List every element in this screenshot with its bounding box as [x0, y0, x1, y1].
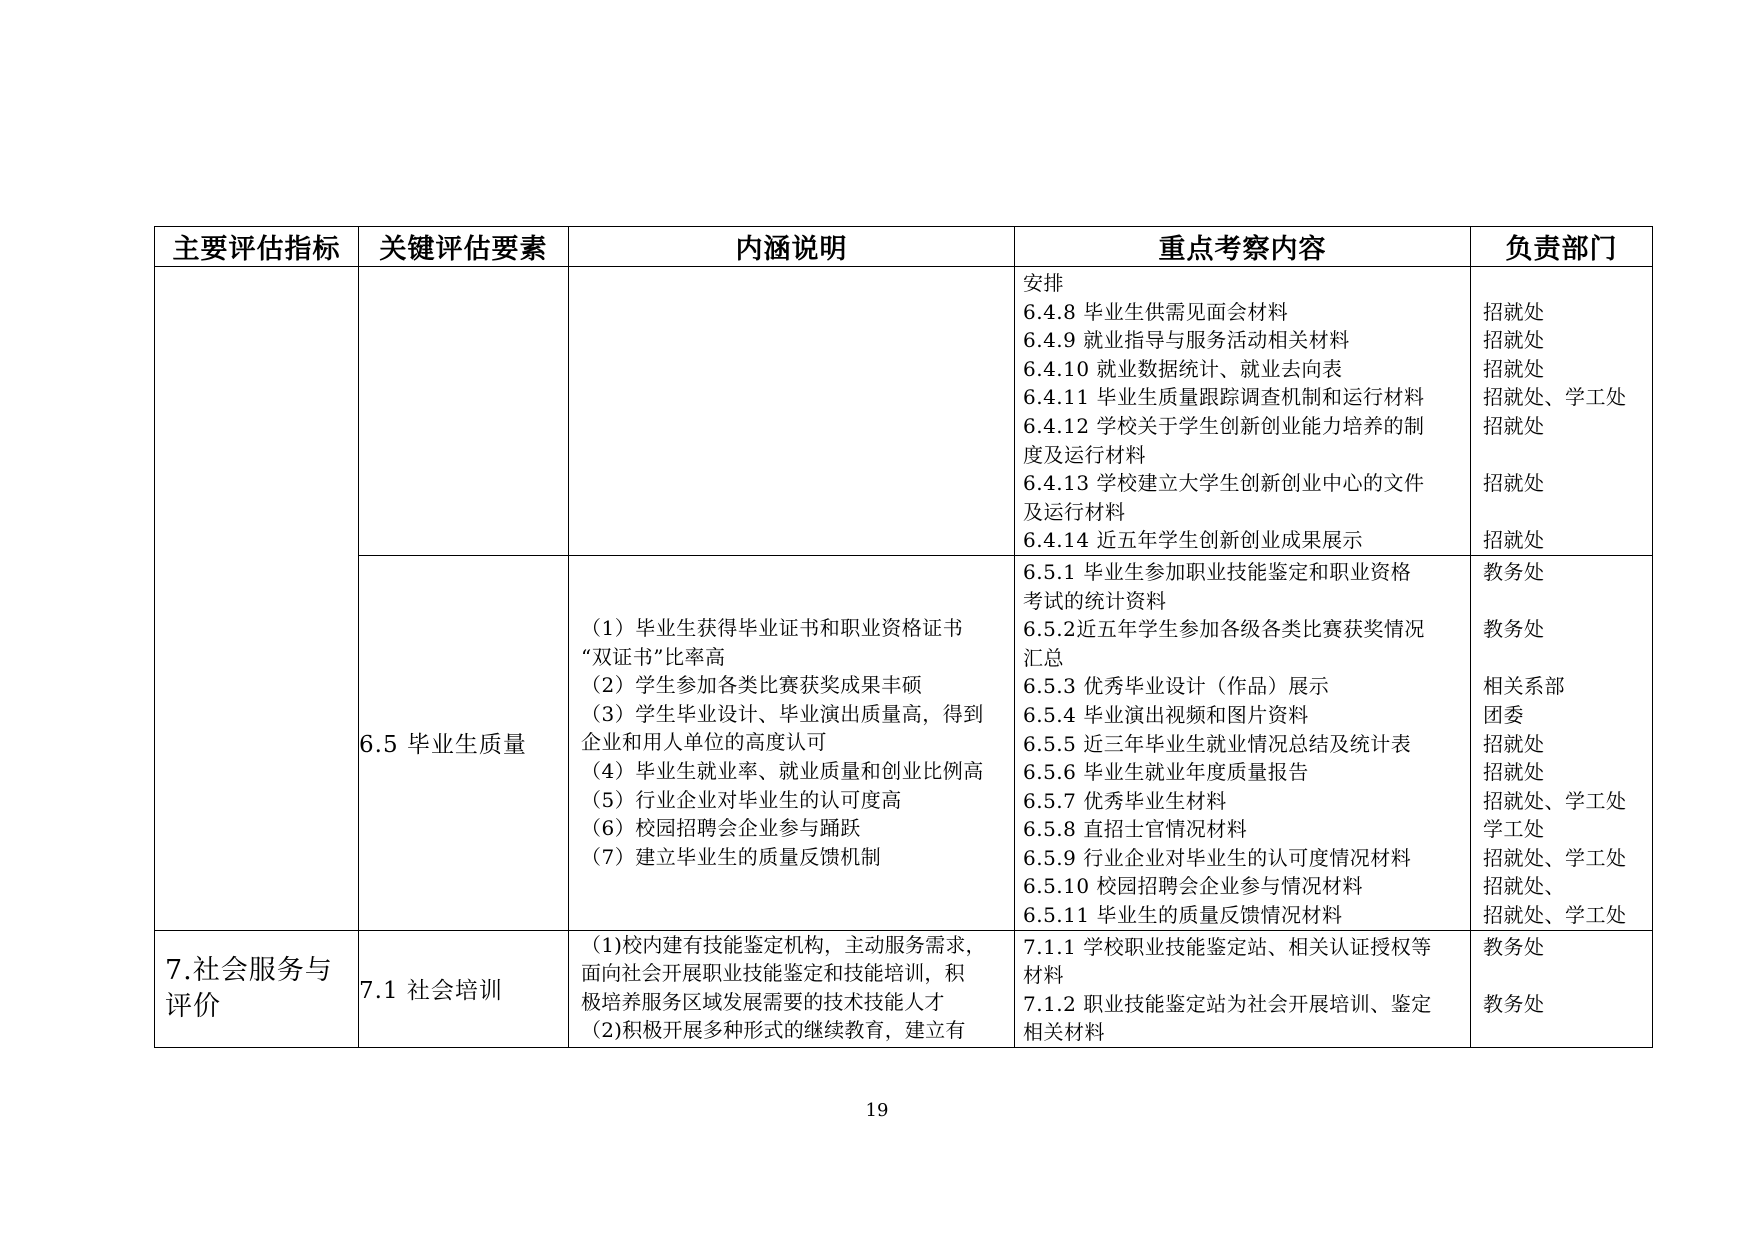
department-line: 招就处、学工处	[1483, 903, 1627, 928]
department-line: 招就处、学工处	[1483, 385, 1627, 410]
header-key-element: 关键评估要素	[359, 227, 569, 267]
dept-lines-6-4	[1471, 267, 1652, 555]
inspection-item-line: 7.1.2 职业技能鉴定站为社会开展培训、鉴定	[1023, 991, 1432, 1016]
inspection-item-line: 6.5.3 优秀毕业设计（作品）展示	[1023, 674, 1330, 699]
department-line: 相关系部	[1483, 674, 1565, 699]
inspection-item-line: 6.5.11 毕业生的质量反馈情况材料	[1023, 903, 1343, 928]
header-description: 内涵说明	[569, 227, 1015, 267]
indicator-line: 7.社会服务与	[165, 954, 333, 986]
inspection-item-line: 6.5.10 校园招聘会企业参与情况材料	[1023, 874, 1363, 899]
dept-cell-6-4	[1471, 267, 1653, 556]
key-element-7-1: 7.1 社会培训	[359, 930, 569, 1047]
header-responsible-dept: 负责部门	[1471, 227, 1653, 267]
row-7-1	[155, 930, 1653, 1047]
inspection-item-line: 6.5.6 毕业生就业年度质量报告	[1023, 760, 1309, 785]
dept-cell-6-5	[1471, 555, 1653, 930]
inspection-item-line: 6.5.7 优秀毕业生材料	[1023, 788, 1227, 813]
department-line: 招就处、	[1483, 874, 1565, 899]
department-line: 招就处	[1483, 760, 1545, 785]
description-line: 面向社会开展职业技能鉴定和技能培训，积	[581, 961, 965, 986]
description-line: （2)积极开展多种形式的继续教育，建立有	[581, 1018, 966, 1043]
department-line	[1483, 587, 1648, 616]
description-line: （2）学生参加各类比赛获奖成果丰硕	[581, 673, 923, 698]
description-cell-6-5	[569, 555, 1015, 930]
description-line: 极培养服务区域发展需要的技术技能人才	[581, 989, 945, 1014]
description-cell-6-4	[569, 267, 1015, 556]
department-line	[1483, 269, 1648, 298]
description-lines-6-5	[569, 556, 1014, 871]
evaluation-table	[154, 226, 1653, 1048]
inspection-item-line: 6.5.8 直招士官情况材料	[1023, 817, 1248, 842]
description-line: “双证书”比率高	[581, 644, 726, 669]
content-cell-7-1	[1015, 930, 1471, 1047]
description-line: 企业和用人单位的高度认可	[581, 730, 827, 755]
department-line: 教务处	[1483, 991, 1545, 1016]
department-line: 团委	[1483, 702, 1524, 727]
indicator-lines-7	[155, 953, 358, 1025]
inspection-item-line: 6.5.2近五年学生参加各级各类比赛获奖情况	[1023, 617, 1425, 642]
description-line: （5）行业企业对毕业生的认可度高	[581, 787, 902, 812]
row-6-4-continued	[155, 267, 1653, 556]
dept-lines-6-5	[1471, 556, 1652, 930]
inspection-item-line: 6.4.10 就业数据统计、就业去向表	[1023, 356, 1343, 381]
department-line: 教务处	[1483, 617, 1545, 642]
description-cell-7-1	[569, 930, 1015, 1047]
content-cell-6-4	[1015, 267, 1471, 556]
key-element-cell-6-4	[359, 267, 569, 556]
inspection-item-line: 6.4.11 毕业生质量跟踪调查机制和运行材料	[1023, 385, 1425, 410]
dept-lines-7-1	[1471, 931, 1652, 1047]
department-line	[1483, 644, 1648, 673]
department-line: 招就处	[1483, 356, 1545, 381]
department-line: 学工处	[1483, 817, 1545, 842]
department-line: 教务处	[1483, 934, 1545, 959]
department-line: 招就处	[1483, 413, 1545, 438]
description-line: （7）建立毕业生的质量反馈机制	[581, 844, 882, 869]
inspection-item-line: 6.5.4 毕业演出视频和图片资料	[1023, 702, 1309, 727]
inspection-item-line: 度及运行材料	[1023, 442, 1146, 467]
inspection-item-line: 材料	[1023, 963, 1064, 988]
inspection-item-line: 6.4.8 毕业生供需见面会材料	[1023, 299, 1289, 324]
content-cell-6-5	[1015, 555, 1471, 930]
department-line	[1483, 441, 1648, 470]
inspection-item-line: 安排	[1023, 271, 1064, 295]
key-element-6-5: 6.5 毕业生质量	[359, 555, 569, 930]
row-6-5	[155, 555, 1653, 930]
indicator-line: 评价	[165, 990, 221, 1022]
department-line	[1483, 961, 1648, 990]
inspection-item-line: 6.4.13 学校建立大学生创新创业中心的文件	[1023, 471, 1425, 496]
inspection-item-line: 及运行材料	[1023, 499, 1126, 524]
department-line: 招就处	[1483, 731, 1545, 756]
department-line: 招就处、学工处	[1483, 845, 1627, 870]
description-line: （3）学生毕业设计、毕业演出质量高，得到	[581, 701, 984, 726]
description-line: （4）毕业生就业率、就业质量和创业比例高	[581, 758, 984, 783]
inspection-item-line: 6.4.9 就业指导与服务活动相关材料	[1023, 328, 1350, 353]
department-line: 招就处	[1483, 328, 1545, 353]
header-main-indicator: 主要评估指标	[155, 227, 359, 267]
department-line: 招就处	[1483, 471, 1545, 496]
content-lines-7-1	[1015, 931, 1470, 1047]
content-lines-6-4	[1015, 267, 1470, 555]
inspection-item-line: 相关材料	[1023, 1020, 1105, 1045]
main-indicator-7	[155, 930, 359, 1047]
description-line: （1）毕业生获得毕业证书和职业资格证书	[581, 615, 964, 640]
header-inspection-content: 重点考察内容	[1015, 227, 1471, 267]
inspection-item-line: 6.4.12 学校关于学生创新创业能力培养的制	[1023, 413, 1425, 438]
department-line: 招就处	[1483, 528, 1545, 553]
page-number: 19	[865, 1100, 889, 1121]
department-line	[1483, 498, 1648, 527]
inspection-item-line: 6.5.9 行业企业对毕业生的认可度情况材料	[1023, 845, 1412, 870]
inspection-item-line: 考试的统计资料	[1023, 588, 1167, 613]
department-line	[1483, 1018, 1648, 1047]
department-line: 招就处、学工处	[1483, 788, 1627, 813]
main-indicator-cell-6	[155, 267, 359, 931]
department-line: 教务处	[1483, 559, 1545, 584]
content-lines-6-5	[1015, 556, 1470, 930]
description-line: （6）校园招聘会企业参与踊跃	[581, 816, 861, 841]
header-row	[155, 227, 1653, 267]
inspection-item-line: 汇总	[1023, 645, 1064, 670]
dept-cell-7-1	[1471, 930, 1653, 1047]
inspection-item-line: 6.5.1 毕业生参加职业技能鉴定和职业资格	[1023, 559, 1412, 584]
description-line: （1)校内建有技能鉴定机构，主动服务需求，	[581, 932, 986, 957]
inspection-item-line: 6.4.14 近五年学生创新创业成果展示	[1023, 528, 1363, 553]
inspection-item-line: 6.5.5 近三年毕业生就业情况总结及统计表	[1023, 731, 1412, 756]
inspection-item-line: 7.1.1 学校职业技能鉴定站、相关认证授权等	[1023, 934, 1432, 959]
department-line: 招就处	[1483, 299, 1545, 324]
description-lines-7-1	[569, 931, 1014, 1045]
